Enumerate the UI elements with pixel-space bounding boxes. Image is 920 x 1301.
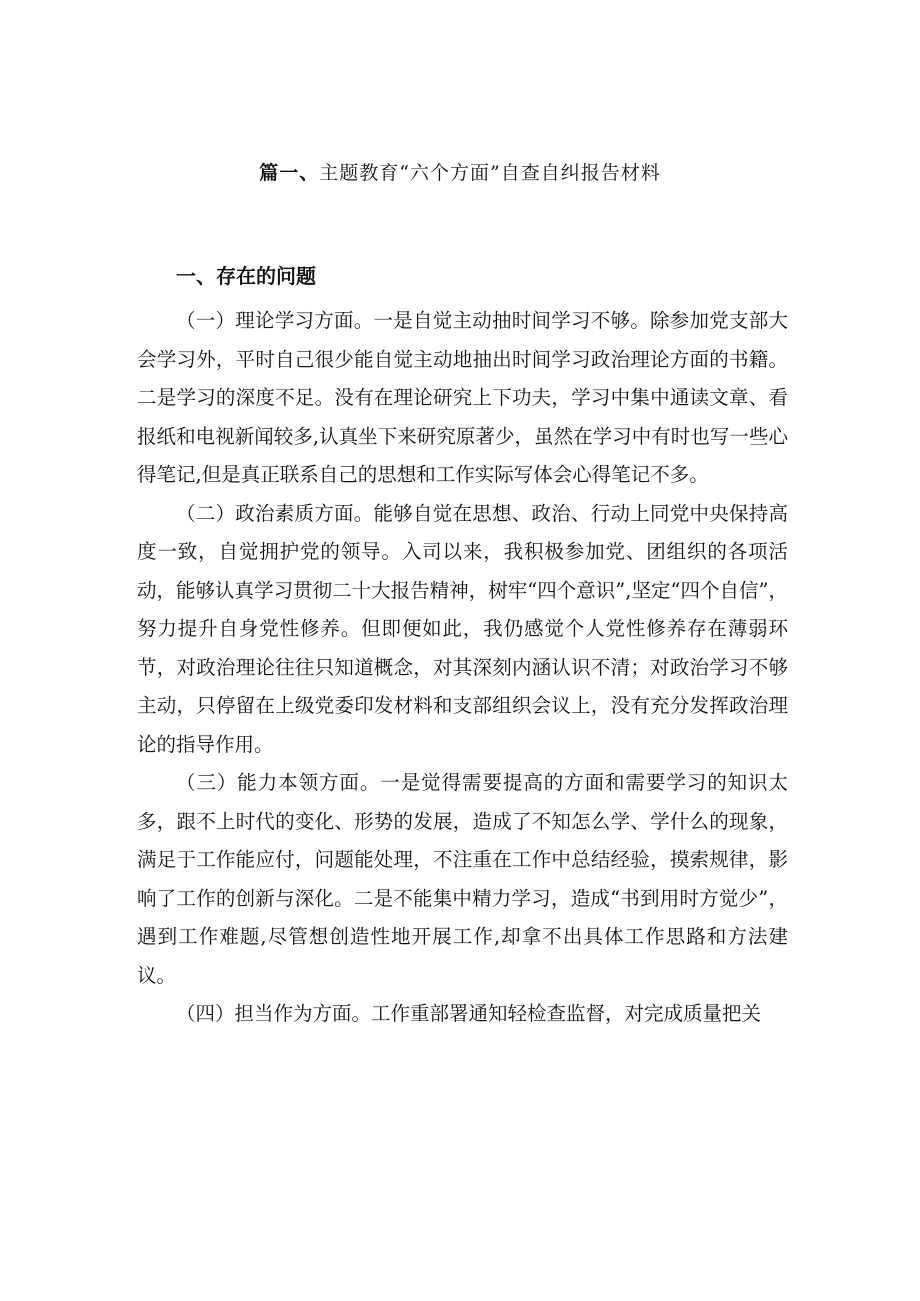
title-main: 主题教育“六个方面”自查自纠报告材料 bbox=[319, 162, 661, 184]
paragraph-ability: （三）能力本领方面。一是觉得需要提高的方面和需要学习的知识太多，跟不上时代的变化、形势的发展，造成了不知怎么学、学什么的现象，满足于工作能应付，问题能处理，不注重在工作中总结经验，摸索规律，影响了工作的创新与深化。二是不能集中精力学习，造成“书到用时方觉少”，遇到工作难题,尽管想创造性地开展工作,却拿不出具体工作思路和方法建议。 bbox=[137, 771, 788, 987]
paragraph-responsibility: （四）担当作为方面。工作重部署通知轻检查监督，对完成质量把关 bbox=[176, 1002, 762, 1025]
paragraph-political-quality: （二）政治素质方面。能够自觉在思想、政治、行动上同党中央保持高度一致，自觉拥护党的领导。入司以来，我积极参加党、团组织的各项活动，能够认真学习贯彻二十大报告精神，树牢“四个意识”,坚定“四个自信”，努力提升自身党性修养。但即便如此，我仍感觉个人党性修养存在薄弱环节，对政治理论往往只知道概念，对其深刻内涵认识不清；对政治学习不够主动，只停留在上级党委印发材料和支部组织会议上，没有充分发挥政治理论的指导作用。 bbox=[137, 501, 788, 756]
document-title bbox=[0, 158, 920, 188]
body-text bbox=[137, 302, 788, 1034]
section-heading: 一、存在的问题 bbox=[176, 264, 316, 288]
title-lead: 篇一、 bbox=[259, 162, 320, 184]
paragraph-theory-study: （一）理论学习方面。一是自觉主动抽时间学习不够。除参加党支部大会学习外，平时自己很少能自觉主动地抽出时间学习政治理论方面的书籍。二是学习的深度不足。没有在理论研究上下功夫，学习中集中通读文章、看报纸和电视新闻较多,认真坐下来研究原著少，虽然在学习中有时也写一些心得笔记,但是真正联系自己的思想和工作实际写体会心得笔记不多。 bbox=[137, 309, 788, 486]
